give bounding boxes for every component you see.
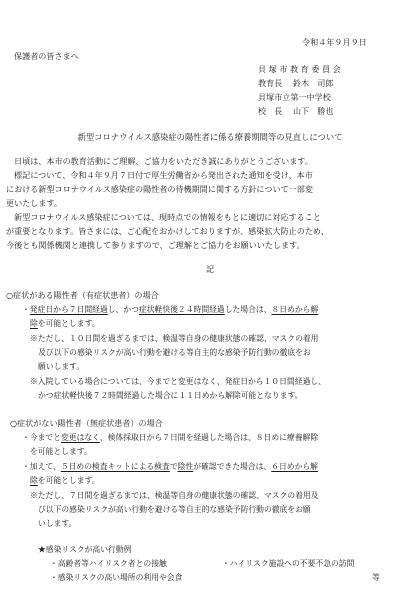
- symptomatic-note-2: ※入院している場合については、今までと変更はなく、発症日から１０日間経過し、: [30, 377, 326, 386]
- sender-org: 貝 塚 市 教 育 委 員 会: [258, 64, 341, 74]
- intro-line: 標記について、令和４年９月７日付で厚生労働省から発出された通知を受け、本市: [14, 170, 313, 180]
- intro-line: 更いたします。: [6, 198, 63, 208]
- symptomatic-note-1: 願いします。: [38, 362, 85, 371]
- sender-principal: 校 長 山下 勝也: [258, 106, 334, 116]
- risk-item: ・感染リスクの高い場所の利用や会食: [50, 573, 183, 582]
- asymptomatic-bullet-1: ・今までと変更はなく、検体採取日から７日間を経過した場合は、８日めに療養解除: [22, 433, 319, 442]
- asymptomatic-note: ※ただし、７日間を過ぎるまでは、検温等自身の健康状態の確認、マスクの着用及: [30, 491, 319, 500]
- symptomatic-heading: ○症状がある陽性者（有症状患者）の場合: [6, 290, 159, 300]
- asymptomatic-note: いします。: [38, 519, 77, 528]
- letter-date: 令和４年９月９日: [302, 37, 367, 47]
- symptomatic-bullet-1: ・発症日から７日間経過し、かつ症状軽快後２４時間経過した場合は、８日めから解: [22, 305, 319, 314]
- addressee: 保護者の皆さまへ: [14, 51, 79, 61]
- document-title: 新型コロナウイルス感染症の陽性者に係る療養期間等の見直しについて: [77, 132, 343, 142]
- symptomatic-bullet-1-cont: 除を可能とします。: [30, 319, 100, 328]
- intro-line: 新型コロナウイルス感染症については、現時点での情報をもとに適切に対応すること: [14, 212, 321, 222]
- asymptomatic-bullet-2-cont: 除を可能とします。: [30, 476, 100, 485]
- risk-heading: ★感染リスクが高い行動例: [38, 545, 132, 554]
- symptomatic-note-1: 及び以下の感染リスクが高い行動を避ける等自主的な感染予防行動の徹底をお: [38, 348, 311, 357]
- intro-line: が重要となります。皆さまには、ご心配をおかけしておりますが、感染拡大防止のため、: [6, 226, 329, 236]
- intro-line: 今後とも関係機関と連携して参りますので、ご理解とご協力をお願いいたします。: [6, 240, 305, 250]
- asymptomatic-bullet-1-cont: を可能とします。: [30, 447, 92, 456]
- symptomatic-note-2: かつ症状軽快後７２時間経過した場合に１１日めから解除可能となります。: [38, 391, 303, 400]
- symptomatic-note-1: ※ただし、１０日間を過ぎるまでは、検温等自身の健康状態の確認、マスクの着用: [30, 334, 319, 343]
- ki-marker: 記: [205, 264, 215, 274]
- intro-line: 日頃は、本市の教育活動にご理解、ご協力をいただき誠にありがとうございます。: [14, 156, 313, 166]
- asymptomatic-heading: ○症状がない陽性者（無症状患者）の場合: [10, 418, 163, 428]
- asymptomatic-bullet-2: ・加えて、５日めの検査キットによる検査で陰性が確認できた場合は、６日めから解: [22, 462, 318, 471]
- risk-item: ・高齢者等ハイリスク者との接触: [50, 559, 167, 568]
- risk-item-suffix: 等: [372, 573, 380, 582]
- sender-superintendent: 教育長 鈴木 司郎: [258, 78, 334, 88]
- intro-line: における新型コロナウイルス感染症の陽性者の待機期間に関する方針について一部変: [6, 184, 313, 194]
- asymptomatic-note: び以下の感染リスクが高い行動を避ける等自主的な感染予防行動の徹底をお願: [38, 505, 311, 514]
- sender-school: 貝塚市立第一中学校: [258, 92, 331, 102]
- risk-item: ・ハイリスク施設への不要不急の訪問: [222, 559, 355, 568]
